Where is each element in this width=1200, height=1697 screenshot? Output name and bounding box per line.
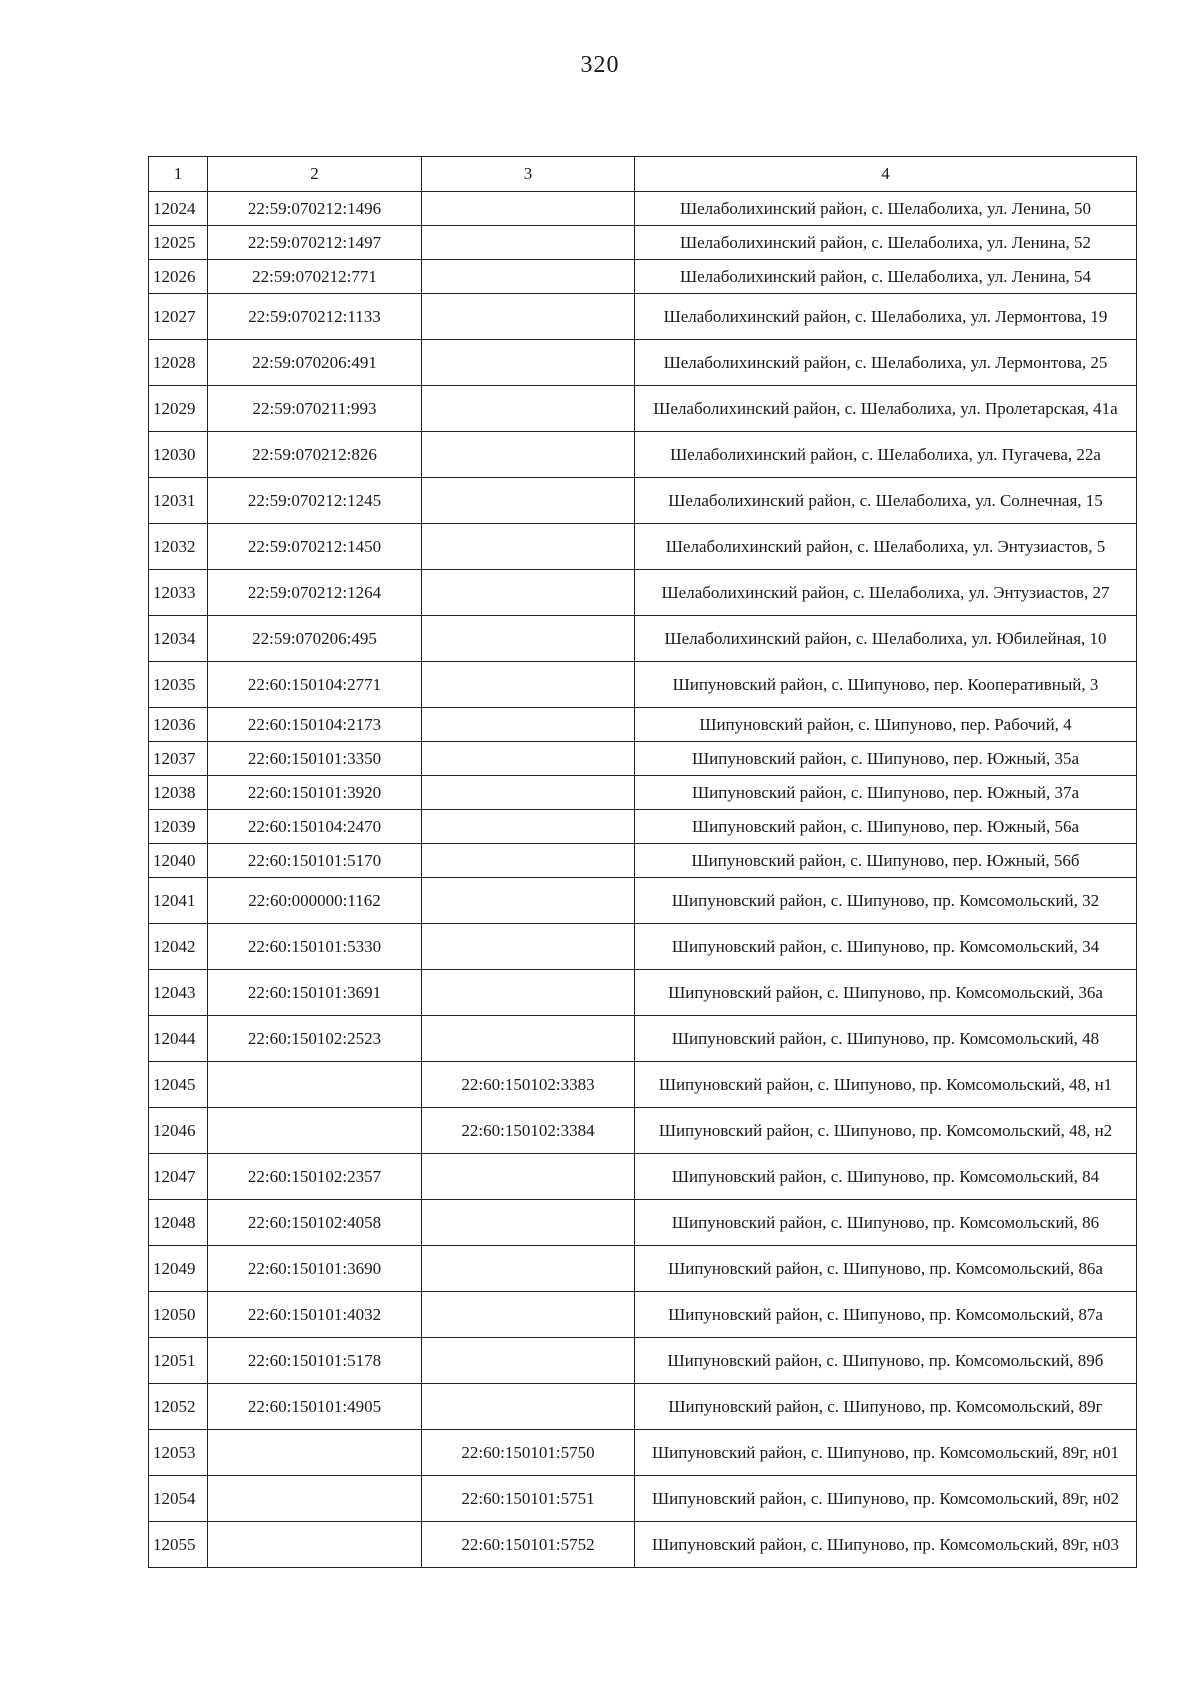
cadastral-number-2-cell: 22:60:150101:5750: [422, 1430, 635, 1476]
table-row: [149, 226, 1137, 260]
row-number-cell: 12055: [149, 1522, 208, 1568]
cadastral-number-cell: 22:60:150104:2173: [208, 708, 422, 742]
address-cell: Шипуновский район, с. Шипуново, пр. Комсомольский, 87а: [635, 1292, 1137, 1338]
cadastral-number-2-cell: [422, 432, 635, 478]
row-number-cell: 12027: [149, 294, 208, 340]
cadastral-number-2-cell: [422, 478, 635, 524]
table-row: [149, 844, 1137, 878]
cadastral-number-2-cell: [422, 844, 635, 878]
row-number-cell: 12025: [149, 226, 208, 260]
cadastral-number-2-cell: [422, 340, 635, 386]
column-header-2: 2: [208, 157, 422, 192]
row-number-cell: 12032: [149, 524, 208, 570]
table-row: [149, 570, 1137, 616]
table-header-row: [149, 157, 1137, 192]
row-number-cell: 12030: [149, 432, 208, 478]
cadastral-number-cell: 22:59:070212:1497: [208, 226, 422, 260]
cadastral-number-cell: 22:60:150101:4905: [208, 1384, 422, 1430]
table-row: [149, 294, 1137, 340]
address-cell: Шелаболихинский район, с. Шелаболиха, ул. Пугачева, 22а: [635, 432, 1137, 478]
table-row: [149, 1522, 1137, 1568]
cadastral-number-2-cell: [422, 708, 635, 742]
cadastral-number-2-cell: 22:60:150102:3384: [422, 1108, 635, 1154]
address-cell: Шипуновский район, с. Шипуново, пр. Комсомольский, 89б: [635, 1338, 1137, 1384]
cadastral-number-cell: 22:60:150101:3690: [208, 1246, 422, 1292]
cadastral-number-cell: [208, 1430, 422, 1476]
cadastral-number-cell: 22:59:070212:1450: [208, 524, 422, 570]
row-number-cell: 12044: [149, 1016, 208, 1062]
cadastral-number-cell: 22:60:150101:4032: [208, 1292, 422, 1338]
address-cell: Шипуновский район, с. Шипуново, пер. Южный, 35а: [635, 742, 1137, 776]
cadastral-number-cell: [208, 1108, 422, 1154]
column-header-3: 3: [422, 157, 635, 192]
row-number-cell: 12031: [149, 478, 208, 524]
table-row: [149, 432, 1137, 478]
address-cell: Шелаболихинский район, с. Шелаболиха, ул. Лермонтова, 19: [635, 294, 1137, 340]
cadastral-number-2-cell: [422, 1292, 635, 1338]
cadastral-number-cell: 22:60:000000:1162: [208, 878, 422, 924]
cadastral-number-2-cell: [422, 616, 635, 662]
cadastral-number-cell: 22:59:070212:1245: [208, 478, 422, 524]
cadastral-number-2-cell: [422, 924, 635, 970]
table-row: [149, 970, 1137, 1016]
address-cell: Шипуновский район, с. Шипуново, пер. Южный, 56б: [635, 844, 1137, 878]
cadastral-number-2-cell: 22:60:150101:5751: [422, 1476, 635, 1522]
cadastral-number-2-cell: [422, 1016, 635, 1062]
cadastral-number-2-cell: [422, 570, 635, 616]
address-cell: Шипуновский район, с. Шипуново, пр. Комсомольский, 48: [635, 1016, 1137, 1062]
row-number-cell: 12039: [149, 810, 208, 844]
table-row: [149, 1338, 1137, 1384]
cadastral-number-cell: 22:60:150102:2523: [208, 1016, 422, 1062]
address-cell: Шипуновский район, с. Шипуново, пр. Комсомольский, 32: [635, 878, 1137, 924]
cadastral-number-2-cell: [422, 776, 635, 810]
cadastral-number-cell: 22:60:150101:3920: [208, 776, 422, 810]
row-number-cell: 12035: [149, 662, 208, 708]
column-header-1: 1: [149, 157, 208, 192]
address-cell: Шелаболихинский район, с. Шелаболиха, ул. Солнечная, 15: [635, 478, 1137, 524]
cadastral-number-2-cell: [422, 662, 635, 708]
table-row: [149, 1430, 1137, 1476]
address-cell: Шипуновский район, с. Шипуново, пер. Южный, 37а: [635, 776, 1137, 810]
table-row: [149, 478, 1137, 524]
table-row: [149, 776, 1137, 810]
cadastral-number-2-cell: [422, 970, 635, 1016]
row-number-cell: 12051: [149, 1338, 208, 1384]
cadastral-number-cell: 22:60:150104:2470: [208, 810, 422, 844]
table-body: [149, 192, 1137, 1568]
table-row: [149, 1108, 1137, 1154]
cadastral-number-2-cell: [422, 1338, 635, 1384]
table-row: [149, 192, 1137, 226]
row-number-cell: 12047: [149, 1154, 208, 1200]
row-number-cell: 12028: [149, 340, 208, 386]
row-number-cell: 12029: [149, 386, 208, 432]
address-cell: Шипуновский район, с. Шипуново, пр. Комсомольский, 86а: [635, 1246, 1137, 1292]
address-cell: Шипуновский район, с. Шипуново, пер. Кооперативный, 3: [635, 662, 1137, 708]
cadastral-number-2-cell: [422, 810, 635, 844]
row-number-cell: 12024: [149, 192, 208, 226]
cadastral-number-cell: 22:60:150104:2771: [208, 662, 422, 708]
address-cell: Шипуновский район, с. Шипуново, пр. Комсомольский, 89г, н03: [635, 1522, 1137, 1568]
cadastral-number-cell: 22:59:070212:1496: [208, 192, 422, 226]
table-row: [149, 260, 1137, 294]
row-number-cell: 12050: [149, 1292, 208, 1338]
cadastral-number-2-cell: [422, 742, 635, 776]
registry-table: [148, 156, 1137, 1568]
cadastral-number-cell: 22:59:070212:1264: [208, 570, 422, 616]
cadastral-number-cell: 22:59:070206:491: [208, 340, 422, 386]
row-number-cell: 12045: [149, 1062, 208, 1108]
cadastral-number-2-cell: [422, 524, 635, 570]
address-cell: Шипуновский район, с. Шипуново, пр. Комсомольский, 89г, н01: [635, 1430, 1137, 1476]
address-cell: Шипуновский район, с. Шипуново, пр. Комсомольский, 86: [635, 1200, 1137, 1246]
table-row: [149, 924, 1137, 970]
table-row: [149, 1200, 1137, 1246]
cadastral-number-2-cell: [422, 260, 635, 294]
row-number-cell: 12053: [149, 1430, 208, 1476]
row-number-cell: 12041: [149, 878, 208, 924]
address-cell: Шелаболихинский район, с. Шелаболиха, ул. Пролетарская, 41а: [635, 386, 1137, 432]
address-cell: Шипуновский район, с. Шипуново, пер. Южный, 56а: [635, 810, 1137, 844]
table-row: [149, 1476, 1137, 1522]
address-cell: Шелаболихинский район, с. Шелаболиха, ул. Ленина, 50: [635, 192, 1137, 226]
table-row: [149, 340, 1137, 386]
row-number-cell: 12054: [149, 1476, 208, 1522]
address-cell: Шелаболихинский район, с. Шелаболиха, ул. Энтузиастов, 5: [635, 524, 1137, 570]
table-row: [149, 524, 1137, 570]
table-row: [149, 1016, 1137, 1062]
cadastral-number-2-cell: [422, 386, 635, 432]
cadastral-number-cell: 22:60:150101:5170: [208, 844, 422, 878]
cadastral-number-2-cell: [422, 1154, 635, 1200]
cadastral-number-2-cell: [422, 1384, 635, 1430]
row-number-cell: 12040: [149, 844, 208, 878]
row-number-cell: 12042: [149, 924, 208, 970]
row-number-cell: 12026: [149, 260, 208, 294]
table-row: [149, 386, 1137, 432]
row-number-cell: 12037: [149, 742, 208, 776]
address-cell: Шипуновский район, с. Шипуново, пр. Комсомольский, 89г: [635, 1384, 1137, 1430]
cadastral-number-cell: 22:60:150102:4058: [208, 1200, 422, 1246]
row-number-cell: 12048: [149, 1200, 208, 1246]
cadastral-number-cell: [208, 1522, 422, 1568]
address-cell: Шипуновский район, с. Шипуново, пр. Комсомольский, 36а: [635, 970, 1137, 1016]
cadastral-number-2-cell: 22:60:150101:5752: [422, 1522, 635, 1568]
address-cell: Шипуновский район, с. Шипуново, пр. Комсомольский, 48, н1: [635, 1062, 1137, 1108]
cadastral-number-cell: 22:60:150101:3691: [208, 970, 422, 1016]
cadastral-number-cell: 22:60:150102:2357: [208, 1154, 422, 1200]
cadastral-number-2-cell: [422, 1200, 635, 1246]
table-row: [149, 708, 1137, 742]
cadastral-number-2-cell: [422, 192, 635, 226]
cadastral-number-cell: 22:59:070212:771: [208, 260, 422, 294]
table-row: [149, 878, 1137, 924]
cadastral-number-2-cell: [422, 226, 635, 260]
column-header-4: 4: [635, 157, 1137, 192]
row-number-cell: 12034: [149, 616, 208, 662]
row-number-cell: 12033: [149, 570, 208, 616]
cadastral-number-cell: 22:59:070212:826: [208, 432, 422, 478]
row-number-cell: 12036: [149, 708, 208, 742]
cadastral-number-cell: [208, 1062, 422, 1108]
row-number-cell: 12052: [149, 1384, 208, 1430]
cadastral-number-cell: [208, 1476, 422, 1522]
page-number: 320: [580, 52, 620, 78]
row-number-cell: 12049: [149, 1246, 208, 1292]
table-row: [149, 662, 1137, 708]
address-cell: Шелаболихинский район, с. Шелаболиха, ул. Ленина, 52: [635, 226, 1137, 260]
address-cell: Шипуновский район, с. Шипуново, пер. Рабочий, 4: [635, 708, 1137, 742]
table-row: [149, 1154, 1137, 1200]
cadastral-number-2-cell: [422, 1246, 635, 1292]
row-number-cell: 12043: [149, 970, 208, 1016]
table-row: [149, 1384, 1137, 1430]
cadastral-number-cell: 22:60:150101:3350: [208, 742, 422, 776]
cadastral-number-cell: 22:60:150101:5178: [208, 1338, 422, 1384]
address-cell: Шипуновский район, с. Шипуново, пр. Комсомольский, 84: [635, 1154, 1137, 1200]
table-row: [149, 1292, 1137, 1338]
address-cell: Шелаболихинский район, с. Шелаболиха, ул. Энтузиастов, 27: [635, 570, 1137, 616]
cadastral-number-2-cell: [422, 878, 635, 924]
address-cell: Шипуновский район, с. Шипуново, пр. Комсомольский, 89г, н02: [635, 1476, 1137, 1522]
cadastral-number-cell: 22:60:150101:5330: [208, 924, 422, 970]
cadastral-number-2-cell: 22:60:150102:3383: [422, 1062, 635, 1108]
address-cell: Шипуновский район, с. Шипуново, пр. Комсомольский, 34: [635, 924, 1137, 970]
address-cell: Шелаболихинский район, с. Шелаболиха, ул. Юбилейная, 10: [635, 616, 1137, 662]
table-row: [149, 616, 1137, 662]
table-row: [149, 810, 1137, 844]
table-row: [149, 1062, 1137, 1108]
cadastral-number-cell: 22:59:070206:495: [208, 616, 422, 662]
row-number-cell: 12038: [149, 776, 208, 810]
table-row: [149, 1246, 1137, 1292]
cadastral-number-cell: 22:59:070211:993: [208, 386, 422, 432]
address-cell: Шипуновский район, с. Шипуново, пр. Комсомольский, 48, н2: [635, 1108, 1137, 1154]
address-cell: Шелаболихинский район, с. Шелаболиха, ул. Ленина, 54: [635, 260, 1137, 294]
cadastral-number-2-cell: [422, 294, 635, 340]
address-cell: Шелаболихинский район, с. Шелаболиха, ул. Лермонтова, 25: [635, 340, 1137, 386]
row-number-cell: 12046: [149, 1108, 208, 1154]
table-row: [149, 742, 1137, 776]
cadastral-number-cell: 22:59:070212:1133: [208, 294, 422, 340]
